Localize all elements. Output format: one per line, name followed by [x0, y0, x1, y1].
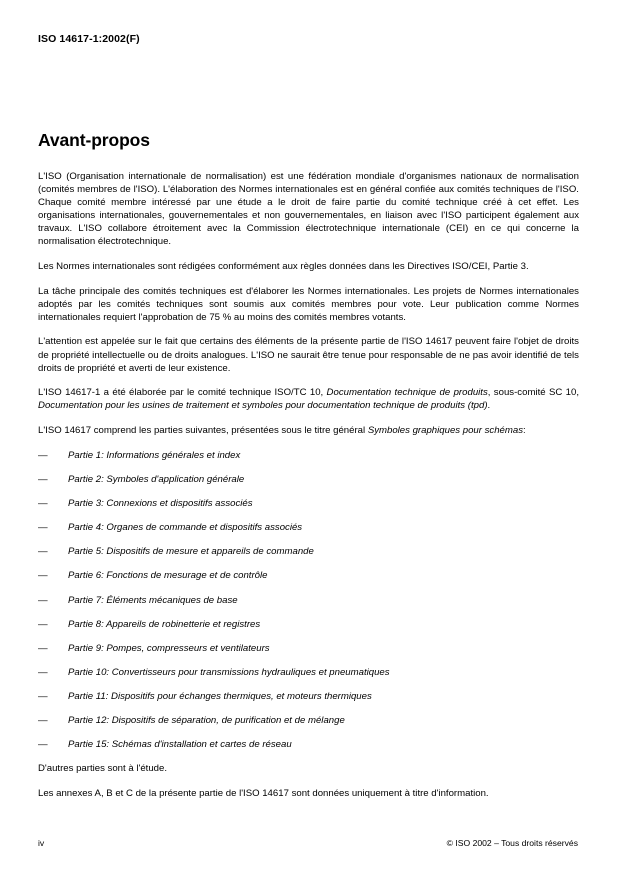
list-item: [38, 666, 579, 679]
paragraph-directives: Les Normes internationales sont rédigées conformément aux règles données dans les Directives ISO/CEI, Partie 3.: [38, 261, 529, 273]
list-item: [38, 738, 579, 751]
committee-text-2: , sous-comité SC 10,: [487, 387, 579, 399]
running-head: ISO 14617-1:2002(F): [38, 33, 140, 45]
paragraph-committee: [38, 386, 579, 412]
list-item-label: Partie 2: Symboles d'application générale: [68, 474, 245, 486]
list-item-label: Partie 1: Informations générales et index: [68, 450, 241, 461]
committee-text-3: .: [487, 400, 491, 412]
list-item: [38, 449, 579, 462]
list-item: [38, 545, 579, 558]
page-number: iv: [38, 838, 45, 848]
em-dash-bullet-icon: —: [38, 546, 48, 558]
list-item: [38, 618, 579, 631]
list-item: [38, 690, 579, 703]
list-item: [38, 521, 579, 534]
committee-title-1: Documentation technique de produits: [326, 387, 488, 399]
list-item: [38, 594, 579, 607]
list-item: [38, 714, 579, 727]
paragraph-voting: La tâche principale des comités techniques est d'élaborer les Normes internationales. Les projets de Normes internationales adoptés par les comités techniques sont soumis aux comités membres pour vote. Leur publication comme Normes internationales requiert l'approbation de 75 % au moins des comités membres votants.: [38, 285, 579, 323]
list-item-label: Partie 8: Appareils de robinetterie et registres: [68, 618, 261, 630]
list-item-label: Partie 12: Dispositifs de séparation, de purification et de mélange: [68, 715, 345, 727]
paragraph-parts-intro: [38, 424, 579, 437]
list-item: [38, 473, 579, 486]
em-dash-bullet-icon: —: [38, 594, 48, 606]
em-dash-bullet-icon: —: [38, 570, 48, 582]
copyright-notice: © ISO 2002 – Tous droits réservés: [446, 838, 578, 848]
paragraph-patent-rights: L'attention est appelée sur le fait que certains des éléments de la présente partie de l'ISO 14617 peuvent faire l'objet de droits de propriété intellectuelle ou de droits analogues. L'ISO ne saurait être tenue pour responsable de ne pas avoir identifié de tels droits de propriété et averti de leur existence.: [38, 336, 579, 374]
page-content: [38, 130, 579, 812]
em-dash-bullet-icon: —: [38, 474, 48, 486]
list-item-label: Partie 5: Dispositifs de mesure et appareils de commande: [68, 546, 314, 558]
em-dash-bullet-icon: —: [38, 522, 48, 534]
general-title: Symboles graphiques pour schémas: [367, 424, 523, 436]
em-dash-bullet-icon: —: [38, 618, 48, 630]
em-dash-bullet-icon: —: [38, 666, 48, 678]
committee-title-2: Documentation pour les usines de traitement et symboles pour documentation technique de produits (tpd): [38, 400, 488, 412]
parts-intro-text-1: L'ISO 14617 comprend les parties suivantes, présentées sous le titre général: [38, 424, 368, 436]
em-dash-bullet-icon: —: [38, 642, 48, 654]
em-dash-bullet-icon: —: [38, 498, 48, 510]
list-item-label: Partie 6: Fonctions de mesurage et de contrôle: [68, 570, 268, 582]
em-dash-bullet-icon: —: [38, 715, 48, 727]
page-footer: [38, 838, 578, 848]
page-title: Avant-propos: [38, 130, 150, 150]
em-dash-bullet-icon: —: [38, 690, 48, 702]
parts-intro-text-2: :: [523, 424, 526, 436]
paragraph-other-parts: D'autres parties sont à l'étude.: [38, 763, 167, 775]
em-dash-bullet-icon: —: [38, 450, 48, 461]
list-item: [38, 497, 579, 510]
list-item-label: Partie 11: Dispositifs pour échanges thermiques, et moteurs thermiques: [68, 690, 372, 702]
paragraph-annexes: Les annexes A, B et C de la présente partie de l'ISO 14617 sont données uniquement à titre d'information.: [38, 788, 489, 800]
committee-text-1: L'ISO 14617-1 a été élaborée par le comité technique ISO/TC 10,: [38, 387, 327, 399]
list-item: [38, 569, 579, 582]
list-item: [38, 642, 579, 655]
list-item-label: Partie 9: Pompes, compresseurs et ventilateurs: [68, 642, 270, 654]
list-item-label: Partie 7: Éléments mécaniques de base: [68, 594, 238, 606]
paragraph-scope-iso: L'ISO (Organisation internationale de normalisation) est une fédération mondiale d'organismes nationaux de normalisation (comités membres de l'ISO). L'élaboration des Normes internationales est en général confiée aux comités techniques de l'ISO. Chaque comité membre intéressé par une étude a le droit de faire partie du comité technique créé à cet effet. Les organisations internationales, gouvernementales et non gouvernementales, en liaison avec l'ISO participent également aux travaux. L'ISO collabore étroitement avec la Commission électrotechnique internationale (CEI) en ce qui concerne la normalisation électrotechnique.: [38, 171, 579, 248]
list-item-label: Partie 15: Schémas d'installation et cartes de réseau: [68, 739, 292, 751]
list-item-label: Partie 4: Organes de commande et dispositifs associés: [68, 522, 303, 534]
em-dash-bullet-icon: —: [38, 739, 48, 751]
list-item-label: Partie 10: Convertisseurs pour transmissions hydrauliques et pneumatiques: [68, 666, 390, 678]
list-item-label: Partie 3: Connexions et dispositifs associés: [68, 498, 253, 510]
parts-list: [38, 449, 579, 751]
